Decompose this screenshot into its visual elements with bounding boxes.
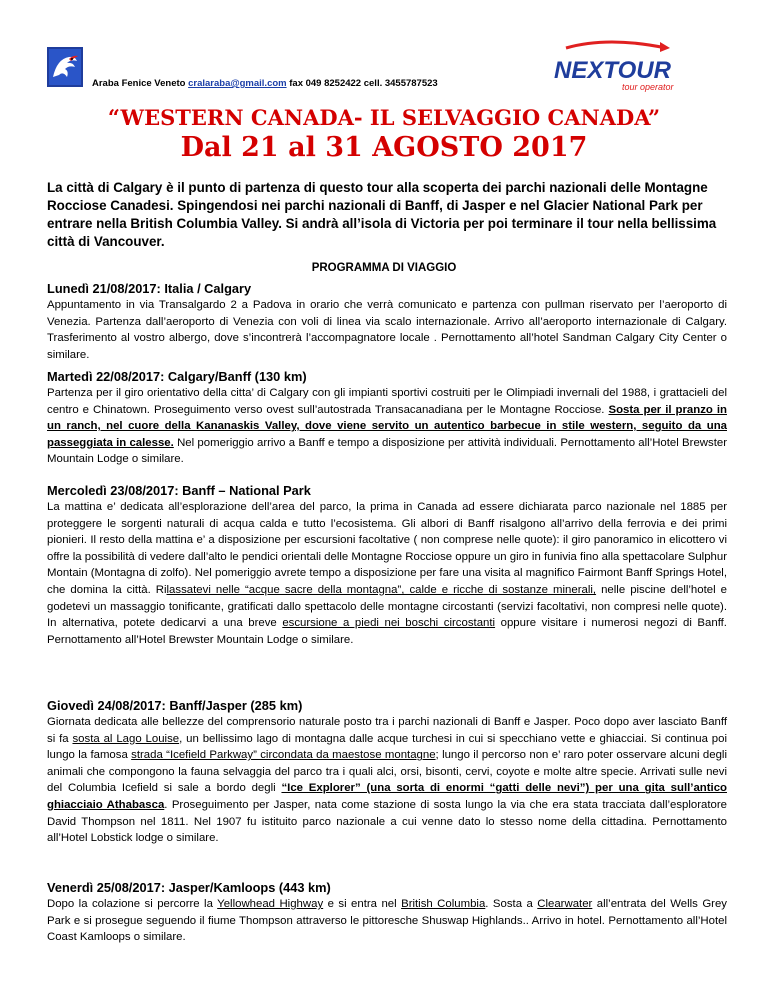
phone-info: fax 049 8252422 cell. 3455787523 [289, 78, 438, 89]
company-name: Araba Fenice Veneto [92, 78, 186, 89]
day-2-title: Martedì 22/08/2017: Calgary/Banff (130 km) [47, 369, 307, 384]
email-link[interactable]: cralaraba@gmail.com [188, 78, 287, 89]
day-3-underline-2: escursione a piedi nei boschi circostanti [282, 617, 496, 630]
day-2-text [47, 385, 727, 468]
day-3-text [47, 499, 727, 648]
page-header [0, 0, 768, 100]
day-5-underline-2: British Columbia [401, 898, 486, 910]
day-5-text-a: Dopo la colazione si percorre la [47, 898, 218, 910]
day-4-text-e: ; lungo il percorso non e’ raro poter osservare alcuni degli animali che compongono la fauna selvaggia del parco tra i quali alci, orsi, bisonti, cervi, coyote e molte altre specie. Arrivati sulle nevi del Columbia Icefield si sale a bordo degli [47, 749, 727, 795]
intro-paragraph: La città di Calgary è il punto di partenza di questo tour alla scoperta dei parchi nazionali delle Montagne Rocciose Canadesi. Spingendosi nei parchi nazionali di Banff, di Jasper e nel Glacier National Park per entrare nella British Columbia Valley. Si andrà all’isola di Victoria per poi terminare il tour nella bellissima città di Vancouver. [47, 180, 717, 249]
day-4-highlight: “Ice Explorer” (una sorta di enormi “gatti delle nevi”) per una gita sull’antico ghiacciaio Athabasca [47, 782, 727, 811]
day-2-text-a: Partenza per il giro orientativo della citta’ di Calgary con gli impianti sportivi costruiti per le Olimpiadi invernali del 1988, i grattacieli del centro e Chinatown. Proseguimento verso ovest sull’autostrada Transacanadiana per le Montagne Rocciose. [47, 387, 727, 416]
day-5-underline-1: Yellowhead Highway [217, 898, 324, 910]
day-4-title: Giovedì 24/08/2017: Banff/Jasper (285 km) [47, 698, 303, 713]
day-3-text-c: nelle piscine dell’hotel e godetevi un massaggio tonificante, gratificati dallo spettacolo delle montagne circostanti (servizi facoltativi, non compresi nelle quote). In alternativa, potete dedicarvi a una breve [47, 583, 728, 630]
day-5-title: Venerdì 25/08/2017: Jasper/Kamloops (443 km) [47, 880, 331, 895]
day-2 [47, 369, 727, 468]
contact-line [92, 78, 438, 89]
program-heading: PROGRAMMA DI VIAGGIO [311, 262, 457, 274]
day-3-text-e: oppure visitare i numerosi negozi di Banff. Pernottamento all’Hotel Brewster Mountain Lodge o similare. [47, 617, 727, 646]
day-5-text-c: e si entra nel [323, 898, 402, 910]
day-5 [47, 880, 727, 946]
day-2-text-c: Nel pomeriggio arrivo a Banff e tempo a disposizione per attività individuali. Pernottamento all’Hotel Brewster Mountain Lodge o similare. [47, 436, 727, 466]
day-1-text: Appuntamento in via Transalgardo 2 a Padova in orario che verrà comunicato e partenza con pullman riservato per l’aeroporto di Venezia. Partenza dall’aeroporto di Venezia con voli di linea via scalo internazionale. Arrivo all’aeroporto internazionale di Calgary. Trasferimento al vostro albergo, dove s’incontrerà l’accompagnatore locale . Pernottamento all’hotel Sandman Calgary City Center o similare. [47, 299, 727, 361]
day-5-text [47, 896, 727, 946]
day-3 [47, 483, 727, 648]
nextour-logo-icon [548, 40, 686, 96]
logo-brand-text: NEXTOUR [554, 57, 671, 84]
day-1 [47, 281, 727, 363]
day-5-underline-3: Clearwater [537, 898, 593, 910]
day-4-text-g: . Proseguimento per Jasper, nata come stazione di sosta lungo la via che era stata tracciata dall’esploratore David Thompson nel 1811. Nel 1907 fu istituito parco nazionale a cui venne dato lo stesso nome della cittadina. Pernottamento all’Hotel Lobstick lodge o similare. [47, 798, 727, 845]
day-3-text-a: La mattina e’ dedicata all’esplorazione dell’area del parco, la prima in Canada ad essere dichiarata parco nazionale nel 1885 per proteggere le sorgenti naturali di acqua calda e tutto l’ecosistema. Gli albori di Banff risalgono all’arrivo della ferrovia e dei primi pionieri. Il resto della mattina e’ a disposizione per escursioni facoltative ( non comprese nelle quote): il giro panoramico in elicottero vi offre la possibilità di vedere dall’alto le pendici orientali delle Montagne Rocciose oppure un giro in funivia fino alla spettacolare Sulphur Montain (Montagna di zolfo). Nel pomeriggio avrete tempo a disposizione per fare una visita al magnifico Fairmont Banff Springs Hotel, che domina la città. Ri [47, 501, 727, 596]
day-4-text-c: , un bellissimo lago di montagna dalle acque turchesi in cui si specchiano vette e ghiacciai. Si continua poi lungo la famosa [47, 732, 727, 762]
day-3-underline-1: lassatevi nelle “acque sacre della montagna”, calde e ricche di sostanze minerali, [166, 583, 597, 596]
day-1-title: Lunedì 21/08/2017: Italia / Calgary [47, 281, 252, 296]
day-2-highlight: Sosta per il pranzo in un ranch, nel cuore della Kananaskis Valley, dove viene servito un autentico barbecue in stile western, seguito da una passeggiata in calesse. [47, 403, 727, 449]
day-4-text [47, 714, 727, 847]
day-4-underline-1: sosta al Lago Louise [72, 732, 180, 745]
day-4-text-a: Giornata dedicata alle bellezze del comprensorio naturale posto tra i parchi nazionali di Banff e Jasper. Poco dopo aver lasciato Banff si fa [47, 716, 727, 745]
day-5-text-g: all’entrata del Wells Grey Park e si prosegue seguendo il fiume Thompson attraverso le pittoresche Shuswap Highlands.. Arrivo in hotel. Pernottamento all’Hotel Coast Kamloops o similare. [47, 898, 727, 944]
title-line-1: “WESTERN CANADA- IL SELVAGGIO CANADA” [107, 105, 661, 130]
day-5-text-e: . Sosta a [485, 898, 538, 910]
title-line-2: Dal 21 al 31 AGOSTO 2017 [180, 132, 588, 163]
day-3-title: Mercoledì 23/08/2017: Banff – National Park [47, 483, 311, 498]
logo-tagline-text: tour operator [622, 82, 674, 92]
day-4 [47, 698, 727, 847]
phoenix-bird-logo-icon [47, 47, 83, 87]
day-4-underline-2: strada “Icefield Parkway” circondata da maestose montagne [131, 749, 436, 762]
